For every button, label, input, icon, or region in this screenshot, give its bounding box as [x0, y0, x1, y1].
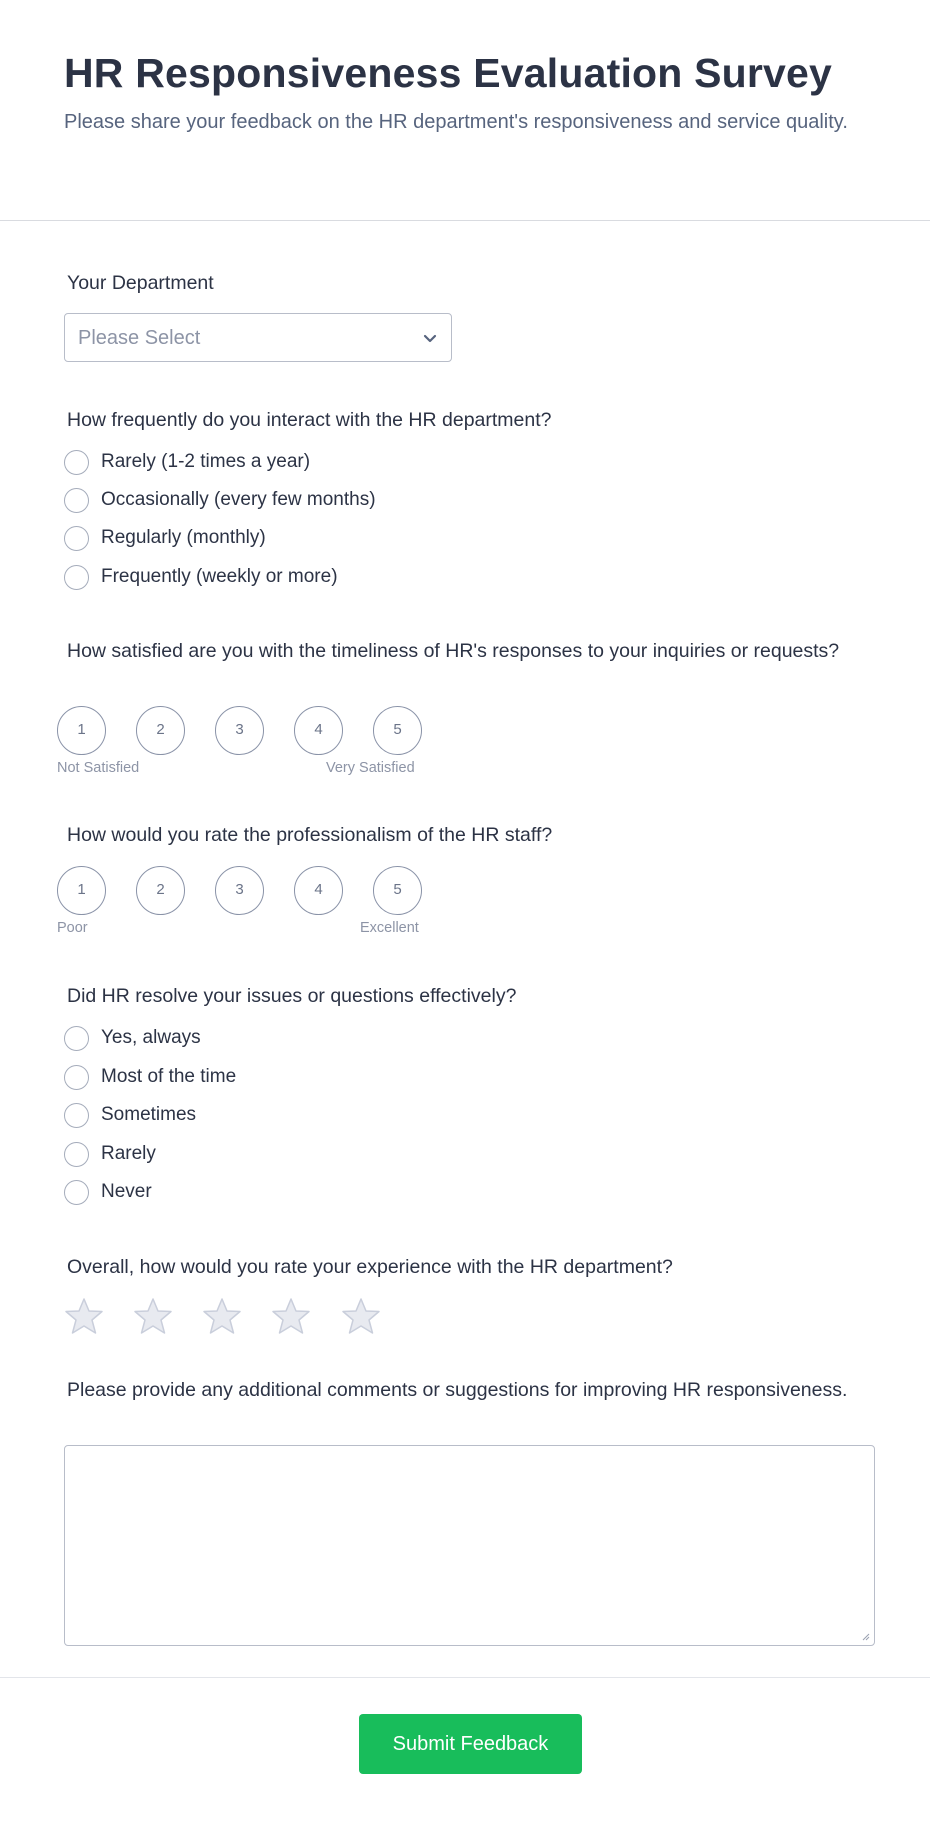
- professionalism-scale-2[interactable]: [136, 866, 185, 915]
- scale-value: 1: [77, 721, 86, 738]
- comments-textarea[interactable]: [64, 1445, 875, 1646]
- radio-label: Rarely (1-2 times a year): [101, 451, 311, 472]
- radio-button[interactable]: [64, 450, 89, 475]
- radio-label: Sometimes: [101, 1104, 197, 1125]
- professionalism-scale-5[interactable]: [373, 866, 422, 915]
- scale-value: 1: [77, 881, 86, 898]
- timeliness-min-label: Not Satisfied: [57, 760, 140, 776]
- radio-label: Yes, always: [101, 1027, 201, 1048]
- radio-label: Frequently (weekly or more): [101, 566, 338, 587]
- timeliness-scale-4[interactable]: [294, 706, 343, 755]
- footer-divider: [0, 1677, 930, 1678]
- star-icon[interactable]: [202, 1296, 242, 1336]
- radio-button[interactable]: [64, 488, 89, 513]
- radio-button[interactable]: [64, 1142, 89, 1167]
- page-subtitle: Please share your feedback on the HR department's responsiveness and service quality.: [64, 111, 848, 133]
- comments-label: Please provide any additional comments or suggestions for improving HR responsiveness.: [67, 1379, 848, 1401]
- timeliness-scale-5[interactable]: [373, 706, 422, 755]
- department-placeholder: Please Select: [78, 327, 201, 349]
- professionalism-min-label: Poor: [57, 920, 88, 936]
- star-icon[interactable]: [341, 1296, 381, 1336]
- chevron-down-icon: [421, 329, 439, 347]
- timeliness-scale-1[interactable]: [57, 706, 106, 755]
- overall-label: Overall, how would you rate your experience with the HR department?: [67, 1256, 673, 1278]
- timeliness-scale-3[interactable]: [215, 706, 264, 755]
- star-icon[interactable]: [133, 1296, 173, 1336]
- radio-label: Occasionally (every few months): [101, 489, 376, 510]
- scale-value: 5: [393, 721, 402, 738]
- professionalism-scale-3[interactable]: [215, 866, 264, 915]
- star-icon[interactable]: [271, 1296, 311, 1336]
- radio-label: Regularly (monthly): [101, 527, 266, 548]
- scale-value: 4: [314, 721, 323, 738]
- scale-value: 2: [156, 881, 165, 898]
- department-select[interactable]: [64, 313, 452, 362]
- form-header: [0, 0, 930, 221]
- department-label: Your Department: [67, 272, 214, 294]
- timeliness-label: How satisfied are you with the timeliness of HR's responses to your inquiries or requests?: [67, 640, 840, 662]
- submit-button[interactable]: Submit Feedback: [359, 1714, 582, 1774]
- scale-value: 2: [156, 721, 165, 738]
- radio-button[interactable]: [64, 565, 89, 590]
- scale-value: 3: [235, 721, 244, 738]
- professionalism-label: How would you rate the professionalism of the HR staff?: [67, 824, 553, 846]
- professionalism-scale-1[interactable]: [57, 866, 106, 915]
- radio-button[interactable]: [64, 1065, 89, 1090]
- scale-value: 5: [393, 881, 402, 898]
- radio-label: Rarely: [101, 1143, 156, 1164]
- radio-label: Most of the time: [101, 1066, 237, 1087]
- star-icon[interactable]: [64, 1296, 104, 1336]
- radio-button[interactable]: [64, 1026, 89, 1051]
- professionalism-max-label: Excellent: [360, 920, 419, 936]
- resolution-label: Did HR resolve your issues or questions effectively?: [67, 985, 517, 1007]
- scale-value: 4: [314, 881, 323, 898]
- radio-button[interactable]: [64, 1103, 89, 1128]
- radio-label: Never: [101, 1181, 152, 1202]
- resize-grip-icon[interactable]: [860, 1631, 870, 1641]
- timeliness-scale-2[interactable]: [136, 706, 185, 755]
- radio-button[interactable]: [64, 1180, 89, 1205]
- professionalism-scale-4[interactable]: [294, 866, 343, 915]
- radio-button[interactable]: [64, 526, 89, 551]
- frequency-label: How frequently do you interact with the HR department?: [67, 409, 552, 431]
- page-title: HR Responsiveness Evaluation Survey: [64, 50, 833, 96]
- scale-value: 3: [235, 881, 244, 898]
- timeliness-max-label: Very Satisfied: [326, 760, 415, 776]
